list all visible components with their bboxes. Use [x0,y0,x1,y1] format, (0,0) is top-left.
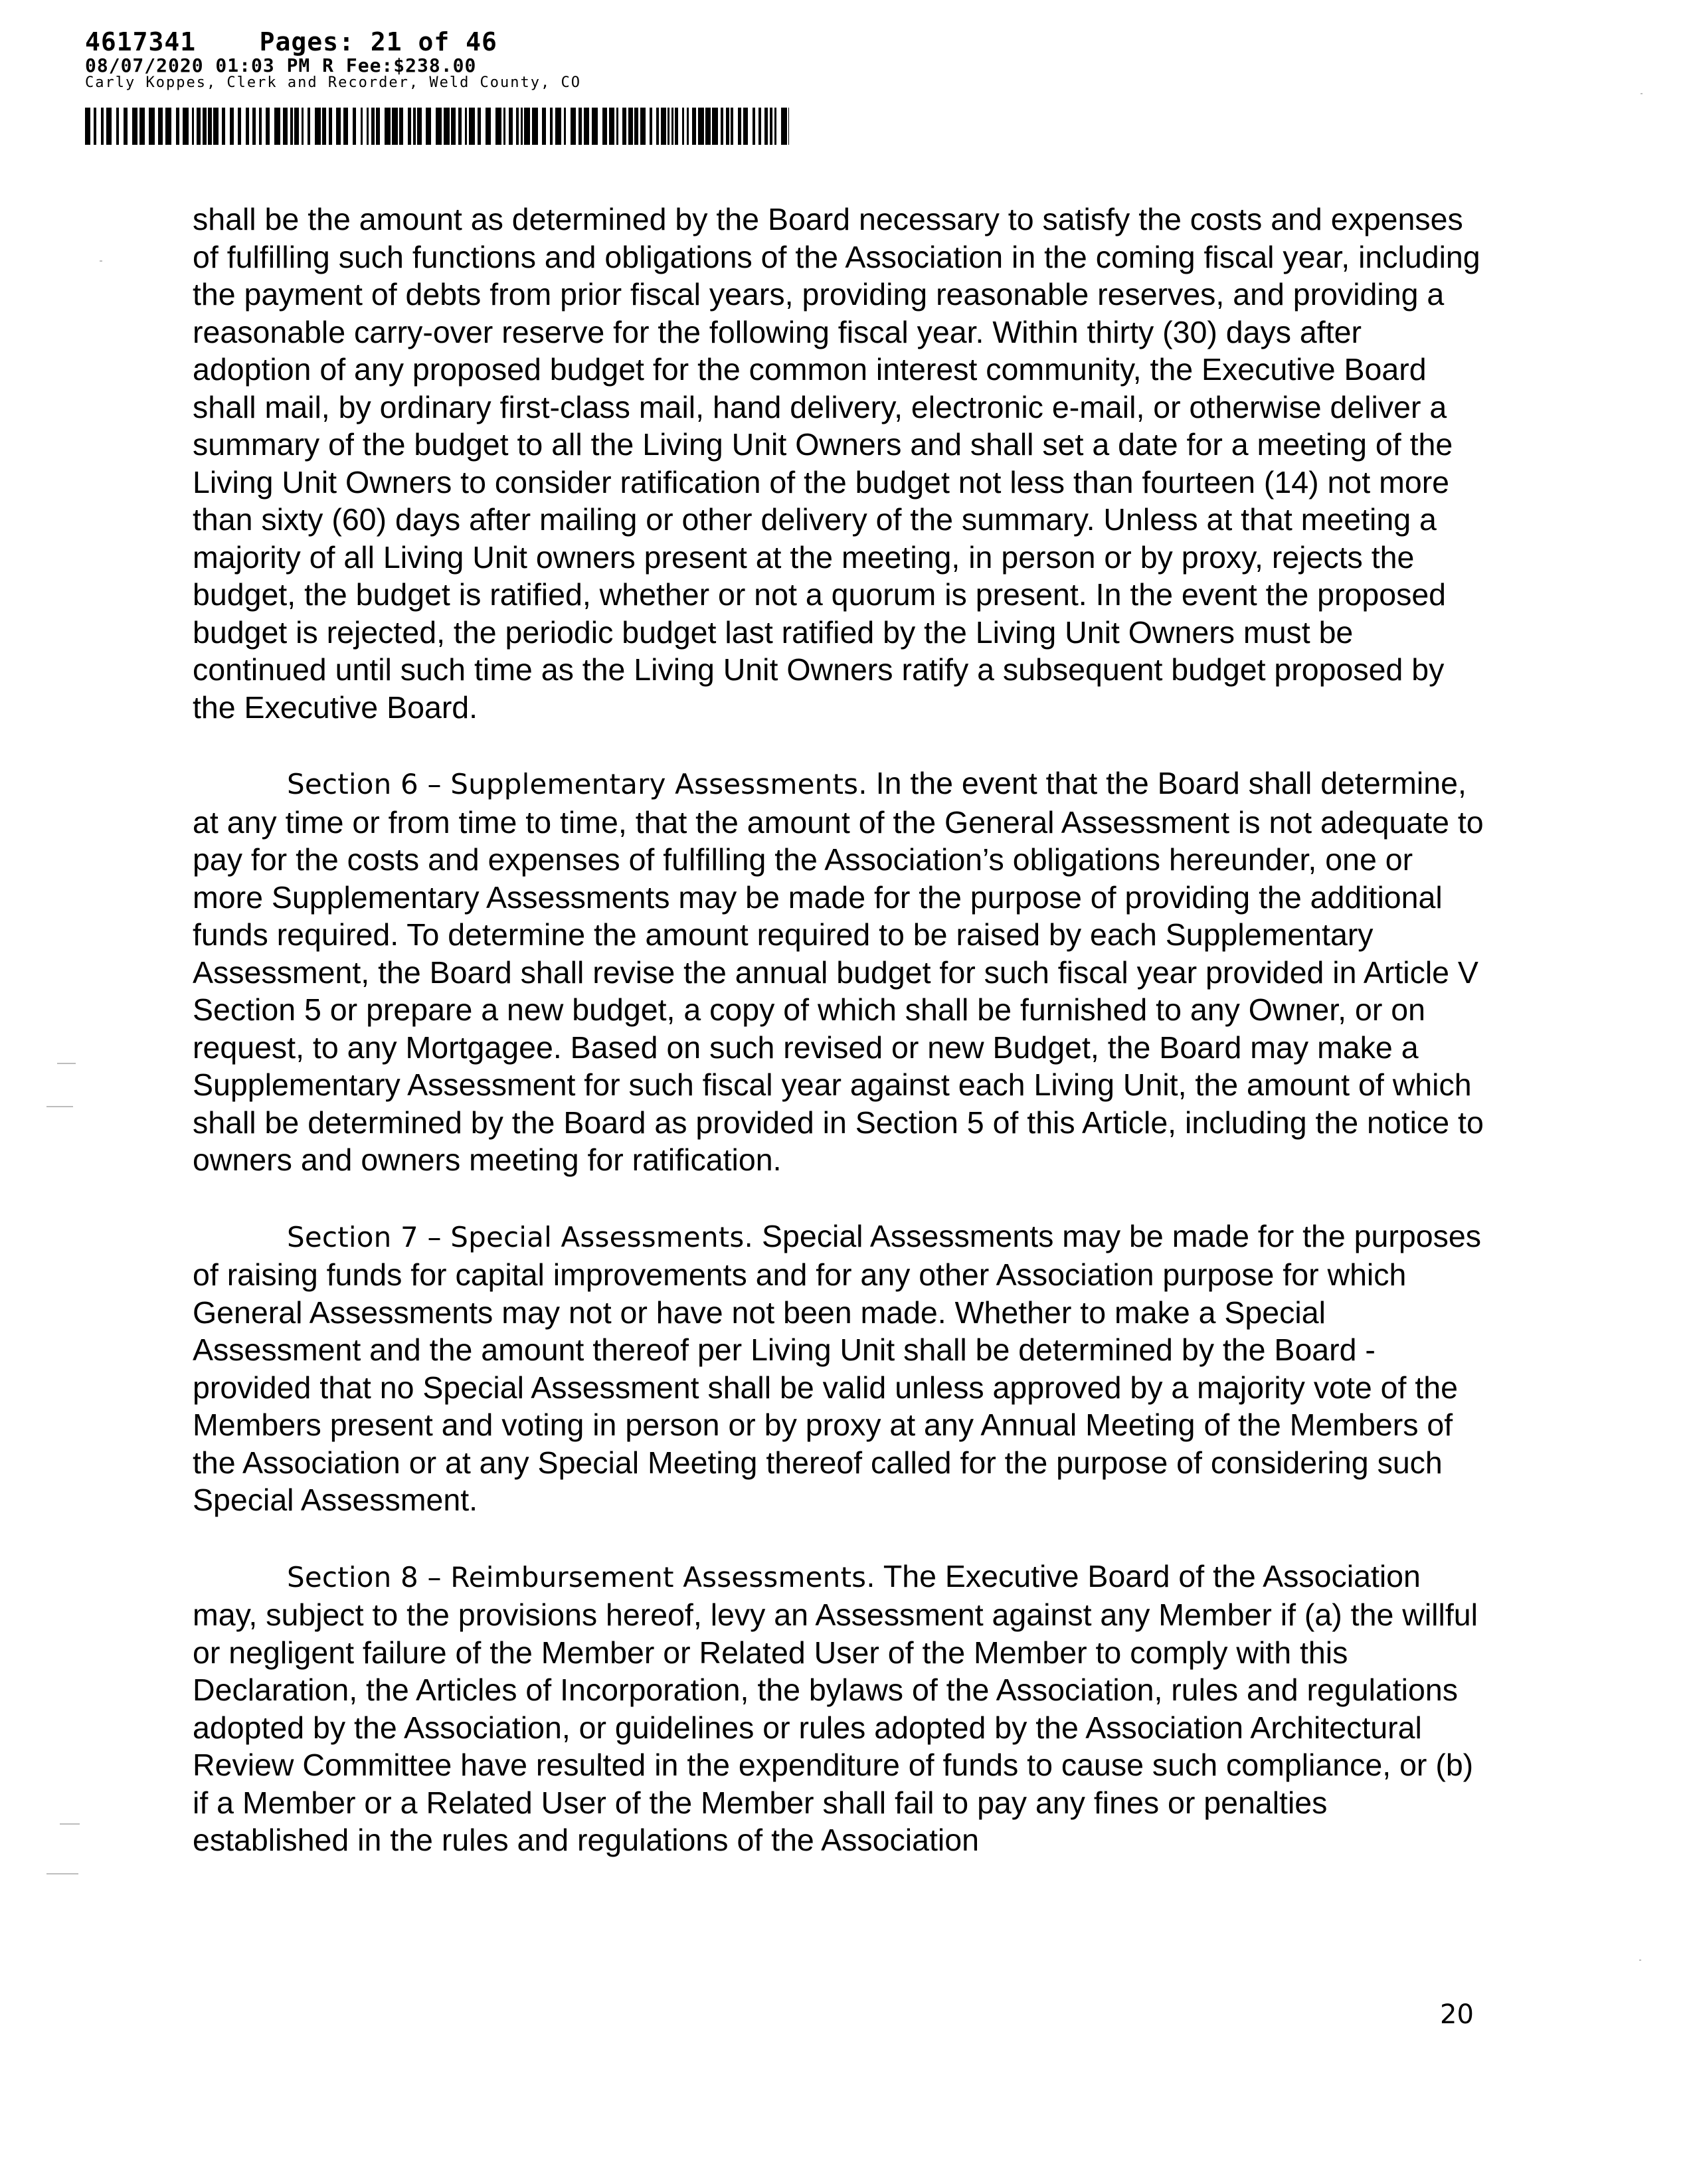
barcode-bar [602,108,607,145]
barcode-bar [294,108,299,145]
scan-speck [1641,93,1643,94]
barcode-bar [592,108,598,145]
barcode-bar [192,108,194,145]
barcode-bar [682,108,684,145]
barcode-bar [550,108,553,145]
barcode-bar [230,108,234,145]
barcode-bar [555,108,561,145]
barcode-bar [781,108,787,145]
barcode-bar [302,108,304,145]
barcode-bar [436,108,442,145]
barcode-bar [571,108,576,145]
barcode-bar [788,108,789,145]
barcode-bar [308,108,310,145]
barcode-bar [132,108,137,145]
barcode-bar [738,108,741,145]
section-8-heading: Section 8 – Reimbursement Assessments. [287,1560,875,1593]
barcode-bar [238,108,241,145]
section-6-text: In the event that the Board shall determine, at any time or from time to time, that the amount of the General Assessment is not adequate to pay for the costs and expenses of fulfilling the Association’s obligations hereunder, one or more Supplementary Assessments may be made for the purpose of providing the additional funds required. To determine the amount required to be raised by each Supplementary Assessment, the Board shall revise the annual budget for such fiscal year provided in Article V Section 5 or prepare a new budget, a copy of which shall be furnished to any Owner, or on request, to any Mortgagee. Based on such revised or new Budget, the Board may make a Supplementary Assessment for such fiscal year against each Living Unit, the amount of which shall be determined by the Board as provided in Section 5 of this Article, including the notice to owners and owners meeting for ratification. [193,766,1484,1177]
barcode-bar [622,108,626,145]
barcode-bar [478,108,481,145]
barcode-bar [222,108,225,145]
barcode-bar [628,108,633,145]
barcode-bar [444,108,450,145]
barcode-bar [524,108,530,145]
barcode-bar [94,108,96,145]
barcode-bar [721,108,723,145]
barcode-bar [246,108,249,145]
section-8-text: The Executive Board of the Association may, subject to the provisions hereof, levy an Assessment against any Member if (a) the willful or negligent failure of the Member or Related User of the Member to comply with this Declaration, the Articles of Incorporation, the bylaws of the Association, rules and regulations adopted by the Association, or guidelines or rules adopted by the Association Architectural Review Committee have resulted in the expenditure of funds to cause such compliance, or (b) if a Member or a Related User of the Member shall fail to pay any fines or penalties established in the rules and regulations of the Association [193,1558,1478,1857]
section-6-supplementary-assessments [193,765,1488,1179]
barcode-bar [770,108,772,145]
barcode-bar [726,108,729,145]
barcode-bar [197,108,201,145]
barcode-bar [176,108,179,145]
barcode-bar [774,108,776,145]
barcode-bar [698,108,704,145]
barcode-bar [758,108,761,145]
barcode-bar [106,108,112,145]
barcode-bar [329,108,332,145]
barcode-bar [731,108,733,145]
barcode-bar [116,108,119,145]
barcode-bar [361,108,363,145]
barcode-bar [283,108,288,145]
barcode-bar [451,108,456,145]
barcode-bar [578,108,582,145]
barcode-bar [252,108,256,145]
barcode-bar [371,108,375,145]
section-7-special-assessments [193,1218,1488,1519]
barcode-bar [165,108,171,145]
reception-number: 4617341 [85,27,197,56]
barcode-bar [495,108,501,145]
barcode-bar [764,108,768,145]
recording-barcode [85,108,789,145]
barcode-bar [353,108,356,145]
barcode-bar [85,108,90,145]
barcode-bar [469,108,475,145]
barcode-bar [465,108,467,145]
scan-speck [57,1063,76,1064]
barcode-bar [656,108,659,145]
barcode-bar [743,108,748,145]
paragraph-budget-ratification: shall be the amount as determined by the Board necessary to satisfy the costs and expenses of fulfilling such functions and obligations of the Association in the coming fiscal year, including the payment of debts from prior fiscal years, providing reasonable reserves, and providing a reasonable carry-over reserve for the following fiscal year. Within thirty (30) days after adoption of any proposed budget for the common interest community, the Executive Board shall mail, by ordinary first-class mail, hand delivery, electronic e-mail, or otherwise deliver a summary of the budget to all the Living Unit Owners and shall set a date for a meeting of the Living Unit Owners to consider ratification of the budget not less than fourteen (14) not more than sixty (60) days after mailing or other delivery of the summary. Unless at that meeting a majority of all Living Unit owners present at the meeting, in person or by proxy, rejects the budget, the budget is ratified, whether or not a quorum is present. In the event the proposed budget is rejected, the periodic budget last ratified by the Living Unit Owners must be continued until such time as the Living Unit Owners ratify a subsequent budget proposed by the Executive Board. [193,202,1480,725]
barcode-bar [458,108,462,145]
barcode-bar [564,108,566,145]
page-number: 20 [1440,1999,1474,2030]
barcode-bar [290,108,293,145]
barcode-bar [675,108,678,145]
barcode-bar [399,108,403,145]
stamp-line-recorded: 08/07/2020 01:03 PM R Fee:$238.00 [85,54,477,76]
section-7-heading: Section 7 – Special Assessments. [287,1220,754,1253]
barcode-bar [266,108,270,145]
barcode-bar [322,108,326,145]
barcode-bar [343,108,348,145]
barcode-bar [671,108,673,145]
barcode-bar [661,108,666,145]
barcode-bar [616,108,618,145]
document-body [193,201,1488,1898]
barcode-bar [634,108,638,145]
barcode-bar [584,108,589,145]
barcode-bar [753,108,755,145]
barcode-bar [516,108,519,145]
recording-stamp [85,29,581,90]
scan-speck [1639,1959,1641,1961]
barcode-bar [336,108,341,145]
barcode-bar [385,108,391,145]
barcode-bar [609,108,614,145]
scan-speck [60,1823,80,1825]
section-7-text: Special Assessments may be made for the purposes of raising funds for capital improvements and for any other Association purpose for which General Assessments may not or have not been made. Whether to make a Special Assessment and the amount thereof per Living Unit shall be determined by the Board - provided that no Special Assessment shall be valid unless approved by a majority vote of the Members present and voting in person or by proxy at any Annual Meeting of the Members of the Association or at any Special Meeting thereof called for the purpose of considering such Special Assessment. [193,1218,1481,1517]
barcode-bar [503,108,505,145]
barcode-bar [408,108,411,145]
barcode-bar [208,108,212,145]
barcode-bar [650,108,652,145]
barcode-bar [124,108,128,145]
barcode-bar [183,108,189,145]
barcode-bar [486,108,491,145]
barcode-bar [274,108,280,145]
barcode-bar [509,108,513,145]
barcode-bar [705,108,711,145]
barcode-bar [315,108,321,145]
scan-speck [46,1873,78,1874]
barcode-bar [413,108,416,145]
scan-speck [46,1106,73,1107]
barcode-bar [692,108,696,145]
barcode-bar [149,108,155,145]
barcode-bar [640,108,646,145]
barcode-bar [101,108,104,145]
barcode-bar [532,108,538,145]
barcode-bar [668,108,669,145]
barcode-bar [712,108,718,145]
barcode-bar [259,108,262,145]
barcode-bar [367,108,369,145]
barcode-bar [139,108,145,145]
barcode-bar [521,108,523,145]
section-8-reimbursement-assessments [193,1558,1488,1859]
stamp-line-reception [85,29,581,56]
page-count: Pages: 21 of 46 [259,27,497,56]
barcode-bar [542,108,546,145]
scan-speck [100,260,102,262]
stamp-line-recorder: Carly Koppes, Clerk and Recorder, Weld County, CO [85,74,582,92]
section-6-heading: Section 6 – Supplementary Assessments. [287,768,867,800]
barcode-bar [426,108,431,145]
barcode-bar [687,108,689,145]
barcode-bar [158,108,163,145]
barcode-bar [213,108,219,145]
barcode-bar [417,108,422,145]
barcode-bar [376,108,380,145]
barcode-bar [392,108,398,145]
barcode-bar [203,108,207,145]
